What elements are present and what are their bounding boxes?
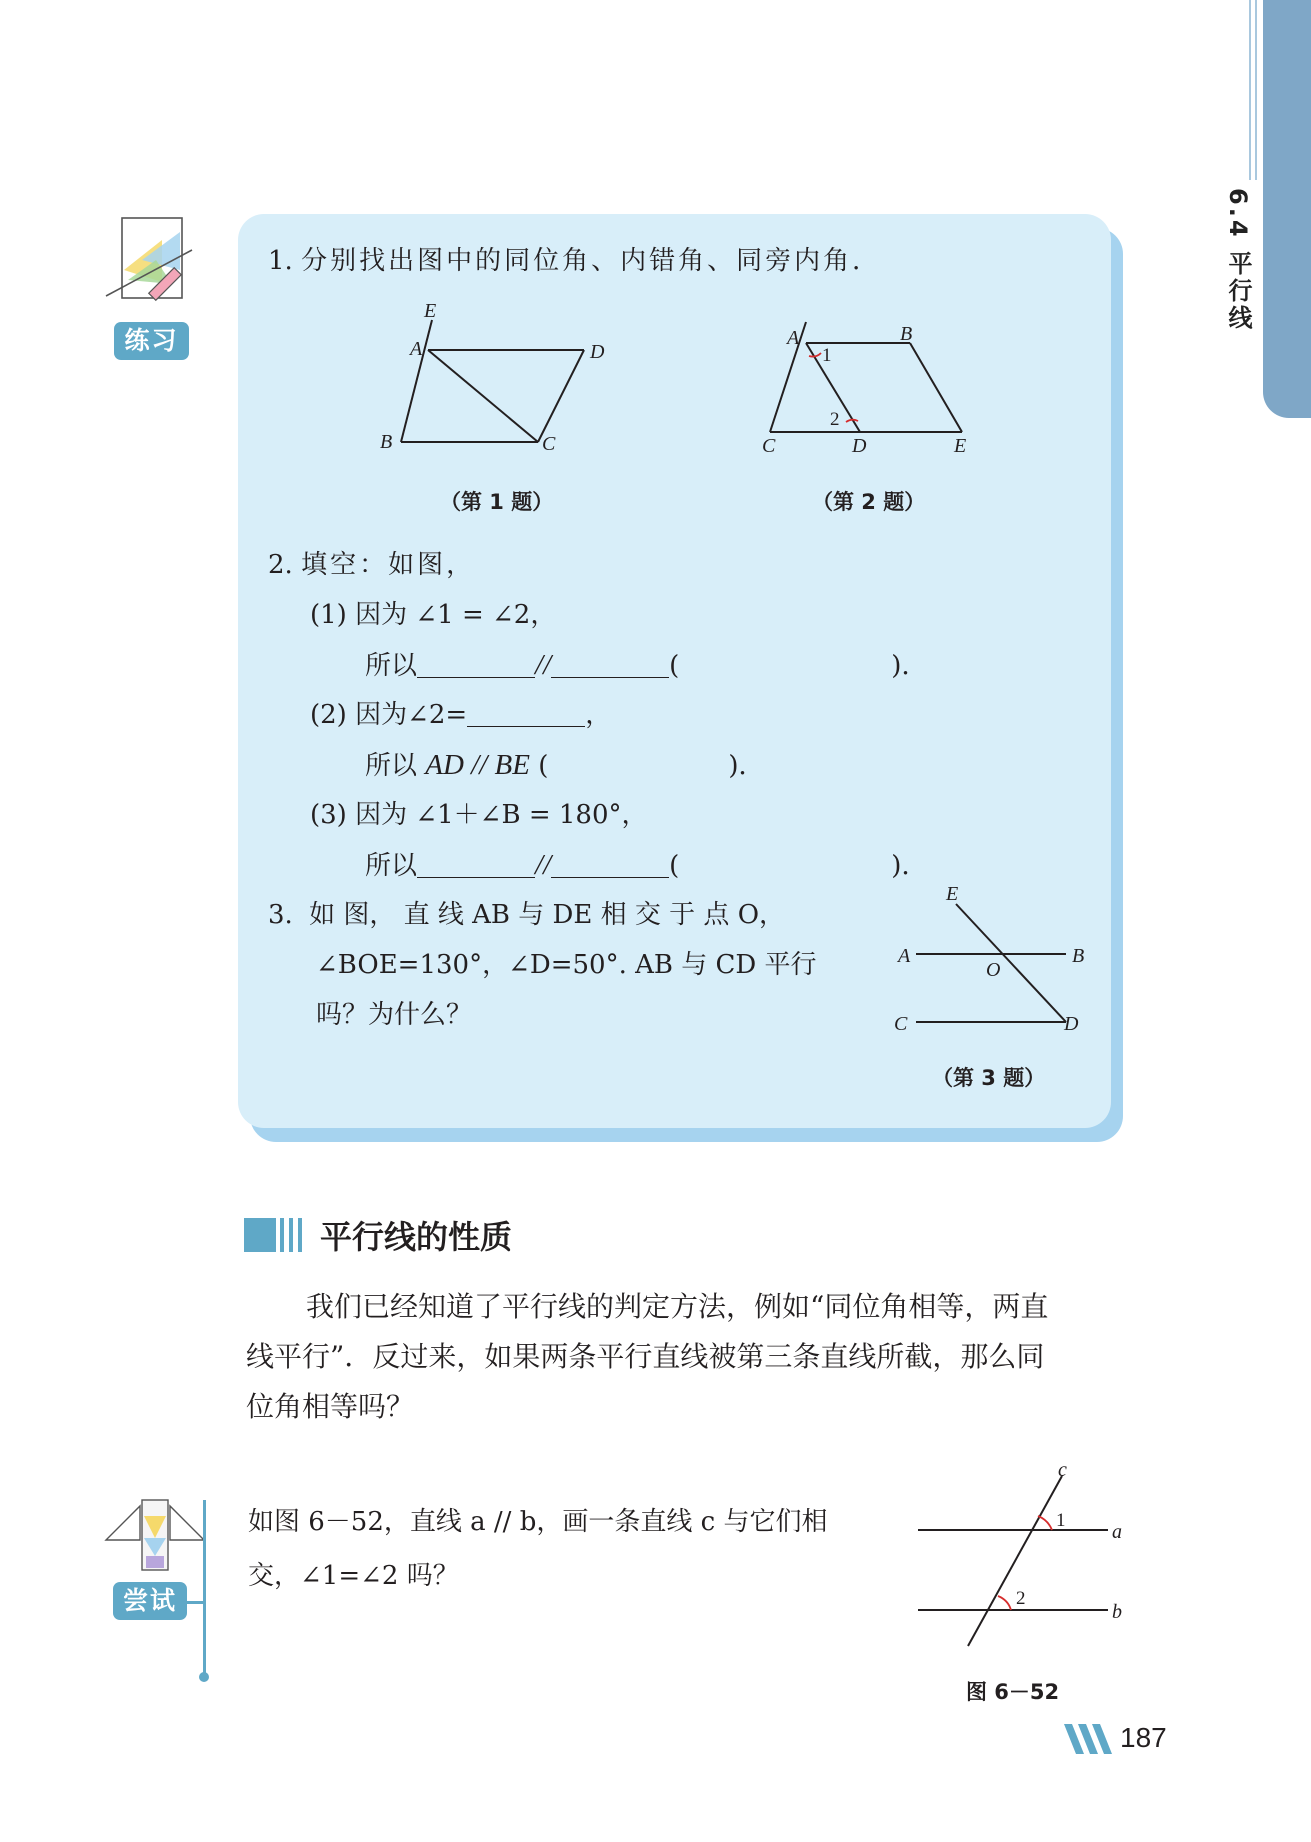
question-text: 分别找出图中的同位角、内错角、同旁内角． [301,246,882,276]
try-badge: 尝试 [113,1582,187,1620]
question-2 [268,546,475,584]
fig652-caption: 图 6－52 [966,1680,1060,1704]
page-decoration [1064,1722,1122,1756]
fig3-caption: （第 3 题） [932,1066,1046,1090]
question-text: 填空：如图， [301,550,476,580]
answer-blank[interactable] [417,849,535,878]
chapter-label: 6.4 平行线 [1224,188,1252,332]
fig652-angle-1: 1 [1056,1510,1066,1531]
text: 所以 [365,751,426,781]
fig3-label-e: E [946,883,959,905]
chapter-tab [1263,0,1311,418]
practice-icon [102,210,202,310]
try-rule-dot [199,1672,209,1682]
text: )． [891,651,928,681]
figure-3 [890,878,1090,1038]
question-3-line-3: 吗？为什么？ [316,1000,473,1030]
fig2-angle-1: 1 [822,345,832,366]
edge-line [1255,0,1257,180]
answer-blank[interactable] [417,649,535,678]
fig1-caption: （第 1 题） [440,490,554,514]
fig2-angle-2: 2 [830,409,840,430]
text: 所以 [365,851,418,881]
section-marker [298,1218,302,1252]
section-marker [289,1218,293,1252]
fig3-label-c: C [894,1013,908,1035]
fig652-label-c: c [1058,1466,1067,1481]
parallel-symbol: // [535,649,552,681]
parallel-symbol: // [535,849,552,881]
question-text: 如 图， 直 线 AB 与 DE 相 交 于 点 O， [309,900,786,930]
fig1-label-c: C [542,433,556,455]
section-marker [244,1218,276,1252]
fig3-label-o: O [986,959,1001,981]
q2-part1-condition: (1) 因为 ∠1 = ∠2， [310,600,557,630]
try-rule [203,1500,206,1676]
question-3 [268,896,785,934]
text: ( [669,851,680,881]
fig2-label-d: D [852,435,867,457]
fig1-label-a: A [410,338,423,360]
fig2-label-e: E [954,435,967,457]
fig2-label-c: C [762,435,776,457]
question-3-line-2: ∠BOE=130°，∠D=50°. AB 与 CD 平行 [316,950,817,980]
try-rule [187,1601,205,1604]
section-title: 平行线的性质 [320,1218,513,1256]
q2-part3-result [365,846,927,885]
answer-blank[interactable] [551,849,669,878]
edge-line [1249,0,1251,180]
paragraph-line: 线平行”．反过来，如果两条平行直线被第三条直线所截，那么同 [246,1340,1045,1373]
question-number: 3. [268,900,293,930]
fig652-label-b: b [1112,1601,1122,1623]
fig1-label-e: E [424,300,437,322]
page-number: 187 [1120,1722,1167,1753]
text: )． [728,751,765,781]
section-marker [280,1218,284,1252]
q2-part1-result [365,646,927,685]
text: (2) 因为∠2= [310,700,468,730]
text: ( [669,651,680,681]
fig1-label-b: B [380,431,393,453]
q2-part3-condition: (3) 因为 ∠1＋∠B = 180°， [310,800,648,830]
figure-2 [750,312,990,462]
q2-part2-condition [310,696,611,734]
practice-badge: 练习 [114,322,189,360]
text: ， [585,700,612,730]
fig1-label-d: D [590,341,605,363]
paragraph-line: 位角相等吗？ [246,1390,415,1423]
fig2-caption: （第 2 题） [812,490,926,514]
q2-part2-result [365,746,765,785]
try-line: 如图 6－52，直线 a // b，画一条直线 c 与它们相 [248,1507,828,1537]
paragraph-line: 我们已经知道了平行线的判定方法，例如“同位角相等，两直 [306,1290,1049,1323]
fig2-label-a: A [787,327,800,349]
math-expression: AD // BE [425,749,530,781]
text: 所以 [365,651,418,681]
answer-blank[interactable] [467,698,585,727]
try-line: 交，∠1=∠2 吗？ [248,1561,459,1591]
answer-blank[interactable] [551,649,669,678]
question-1 [268,242,881,280]
fig652-angle-2: 2 [1016,1588,1026,1609]
try-icon [100,1496,210,1576]
fig3-label-d: D [1064,1013,1079,1035]
fig2-label-b: B [900,323,913,345]
figure-1 [370,300,610,460]
fig3-label-a: A [898,945,911,967]
question-number: 2. [268,550,293,580]
fig3-label-b: B [1072,945,1085,967]
figure-6-52 [912,1466,1132,1654]
text: )． [891,851,928,881]
question-number: 1. [268,246,293,276]
text: ( [529,751,549,781]
fig652-label-a: a [1112,1521,1122,1543]
